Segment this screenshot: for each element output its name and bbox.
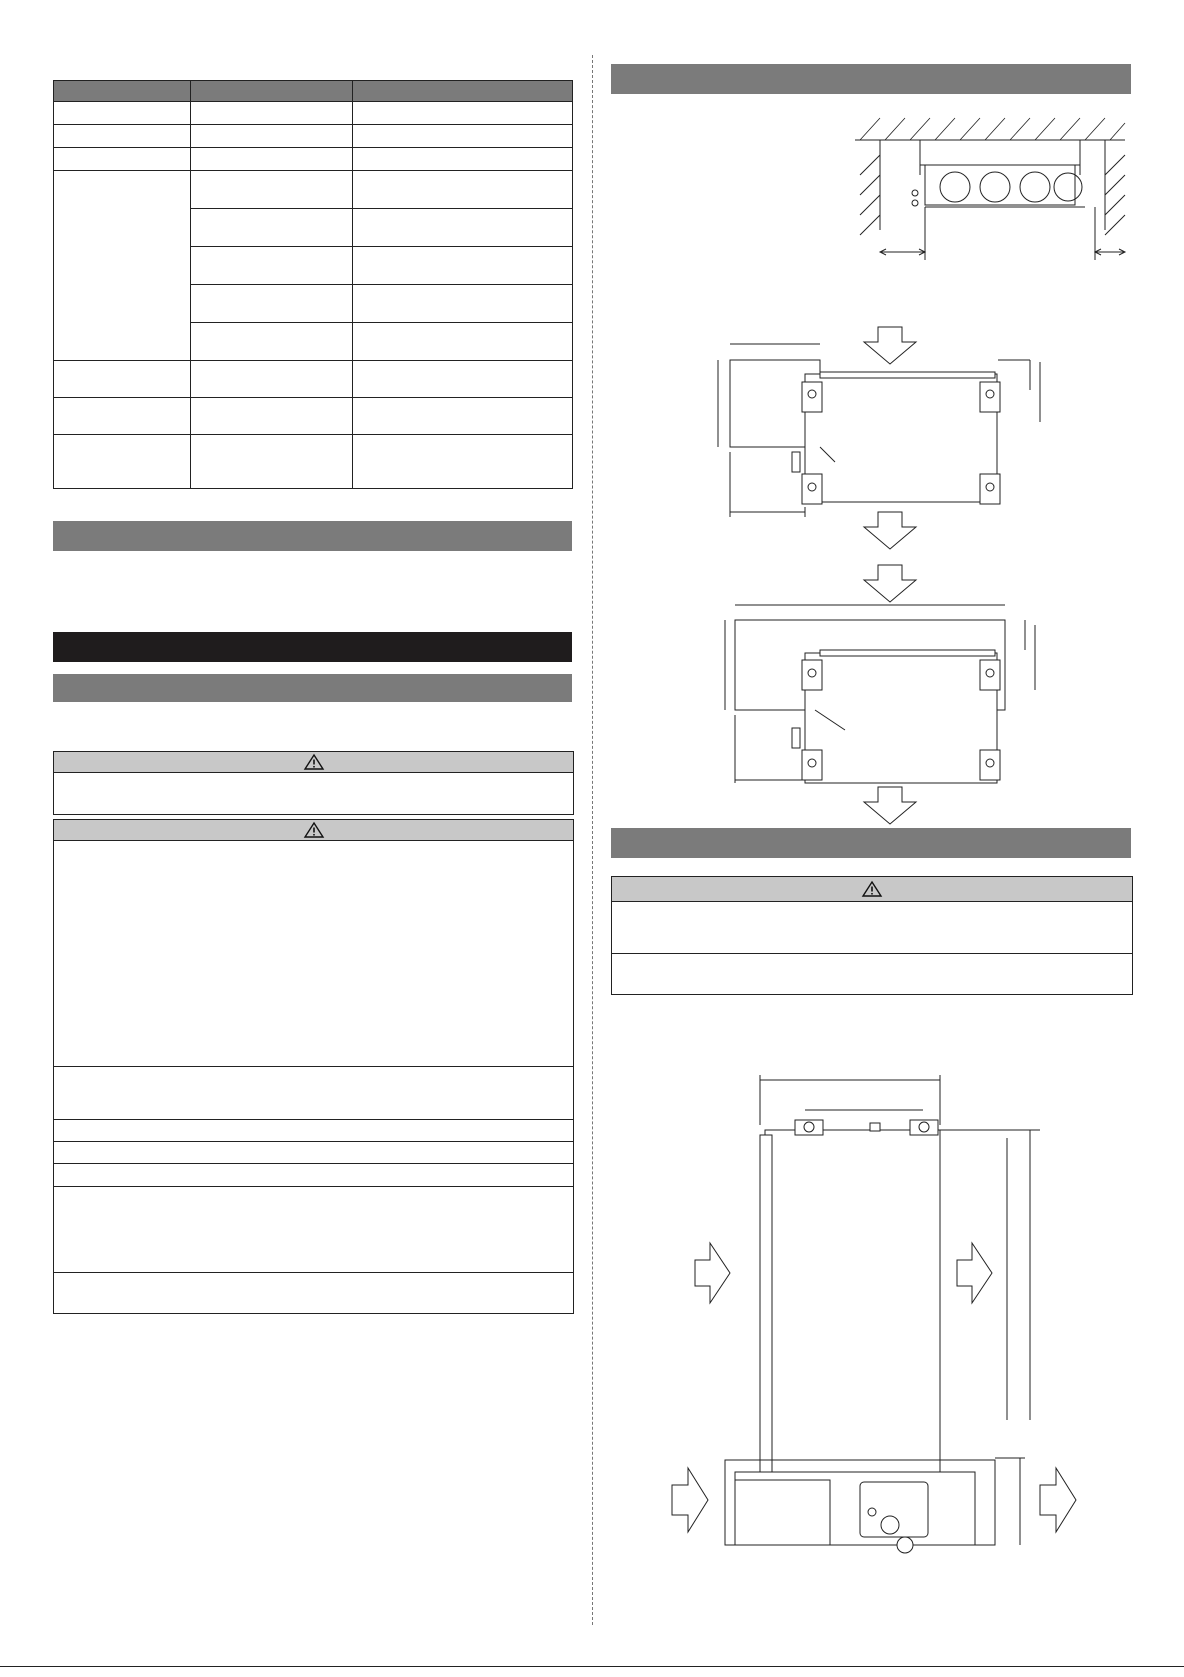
warning-triangle-icon — [862, 881, 882, 897]
section-header-bar — [611, 64, 1131, 94]
arrow-down-icon — [864, 512, 916, 549]
footer-rule — [0, 1666, 1184, 1667]
table-header-row — [54, 81, 573, 102]
ceiling-installation-figure — [855, 115, 1125, 260]
caution-header — [54, 820, 573, 841]
arrow-right-icon — [672, 1468, 708, 1532]
warning-row-divider — [612, 953, 1132, 954]
warning-header — [54, 752, 573, 773]
arrow-right-icon — [695, 1243, 730, 1303]
warning-header — [612, 877, 1132, 902]
warning-triangle-icon — [304, 822, 324, 838]
warning-box — [611, 876, 1133, 995]
warning-triangle-icon — [304, 754, 324, 770]
warning-box — [53, 751, 574, 815]
caution-row-divider — [54, 1186, 573, 1187]
table-row — [54, 435, 573, 489]
table-row — [54, 125, 573, 148]
arrow-down-icon — [864, 565, 916, 602]
chapter-header-bar — [53, 632, 572, 662]
table-header-cell — [191, 81, 353, 102]
table-row — [54, 398, 573, 435]
ceiling-hatch — [860, 118, 1125, 140]
caution-row-divider — [54, 1272, 573, 1273]
table-row — [54, 102, 573, 125]
table-row — [54, 171, 573, 209]
unit-side-view-figure — [660, 1450, 1090, 1550]
arrow-down-icon — [864, 327, 916, 364]
table-header-cell — [353, 81, 573, 102]
section-header-bar — [53, 521, 572, 551]
spec-table — [53, 80, 573, 489]
section-header-bar — [611, 828, 1131, 858]
service-space-figure-a — [730, 322, 1050, 532]
caution-row-divider — [54, 1141, 573, 1142]
arrow-right-icon — [1040, 1468, 1076, 1532]
unit-front-view-figure — [685, 1075, 1045, 1420]
caution-row-divider — [54, 1163, 573, 1164]
arrow-down-icon — [864, 787, 916, 824]
caution-row-divider — [54, 1066, 573, 1067]
caution-box — [53, 819, 574, 1314]
table-header-cell — [54, 81, 191, 102]
service-space-figure-b — [730, 565, 1050, 775]
table-row — [54, 148, 573, 171]
caution-row-divider — [54, 1119, 573, 1120]
arrow-right-icon — [957, 1243, 992, 1303]
table-row — [54, 361, 573, 398]
subsection-header-bar — [53, 674, 572, 702]
column-divider — [592, 55, 593, 1625]
